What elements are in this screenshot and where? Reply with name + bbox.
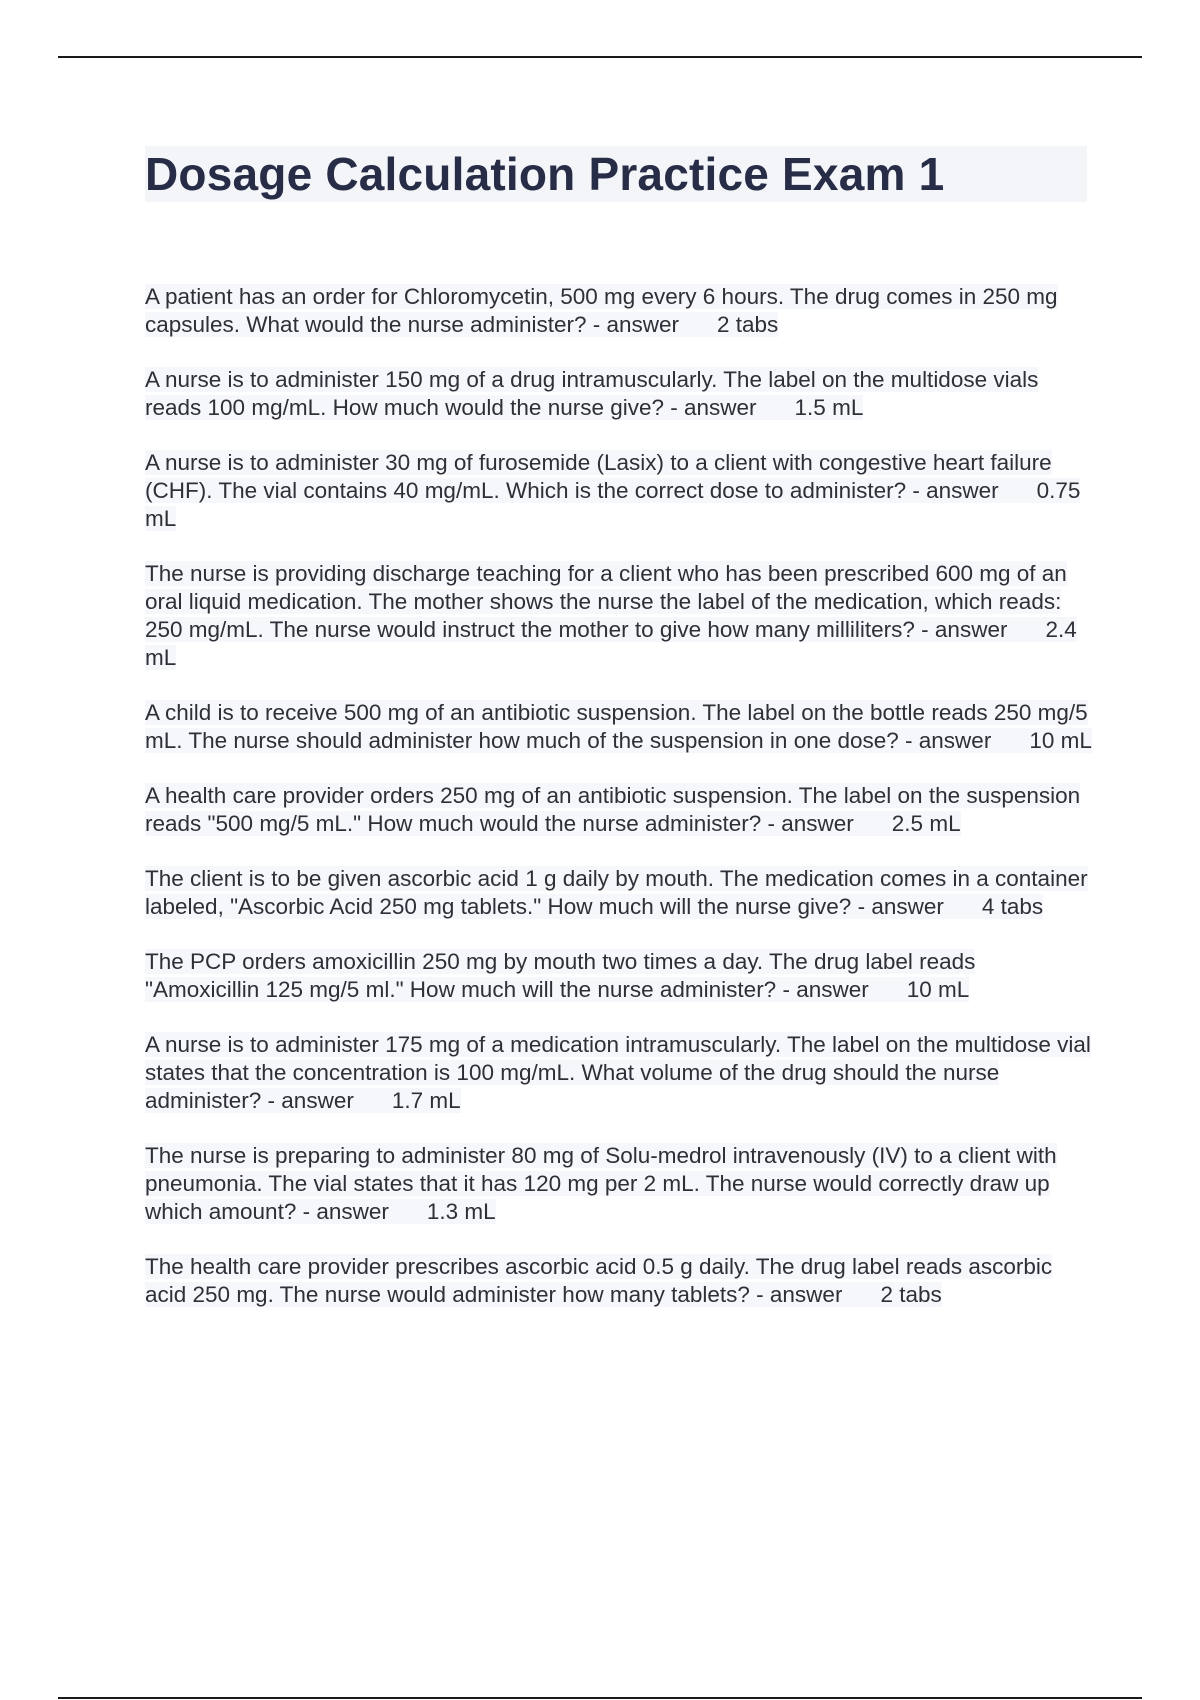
question-item-5 (145, 699, 1095, 755)
answer-text: 1.3 mL (389, 1199, 496, 1224)
answer-text: 4 tabs (944, 894, 1043, 919)
question-item-3 (145, 449, 1095, 533)
question-item-6 (145, 782, 1095, 838)
question-item-2 (145, 366, 1095, 422)
answer-text: 10 mL (991, 728, 1092, 753)
question-item-7 (145, 865, 1095, 921)
answer-text: 0.75 mL (145, 478, 1081, 531)
question-item-8 (145, 948, 1095, 1004)
question-list (145, 283, 1095, 1336)
question-text: The nurse is providing discharge teaching for a client who has been prescribed 600 mg of an oral liquid medication. The mother shows the nurse the label of the medication, which reads: 250 mg/mL. The nurse would instruct the mother to give how many milliliters? - answer (145, 561, 1067, 642)
question-text: The PCP orders amoxicillin 250 mg by mouth two times a day. The drug label reads "Amoxicillin 125 mg/5 ml." How much will the nurse administer? - answer (145, 949, 976, 1002)
answer-text: 10 mL (869, 977, 970, 1002)
answer-text: 2.5 mL (854, 811, 961, 836)
question-item-9 (145, 1031, 1095, 1115)
page-top-rule (58, 56, 1142, 58)
question-text: A nurse is to administer 175 mg of a medication intramuscularly. The label on the multidose vial states that the concentration is 100 mg/mL. What volume of the drug should the nurse administer? - answer (145, 1032, 1091, 1113)
question-text: The nurse is preparing to administer 80 mg of Solu-medrol intravenously (IV) to a client with pneumonia. The vial states that it has 120 mg per 2 mL. The nurse would correctly draw up which amount? - answer (145, 1143, 1057, 1224)
question-text: The client is to be given ascorbic acid 1 g daily by mouth. The medication comes in a container labeled, "Ascorbic Acid 250 mg tablets." How much will the nurse give? - answer (145, 866, 1088, 919)
title-block (145, 146, 1087, 202)
question-item-1 (145, 283, 1095, 339)
question-text: A nurse is to administer 30 mg of furosemide (Lasix) to a client with congestive heart failure (CHF). The vial contains 40 mg/mL. Which is the correct dose to administer? - answer (145, 450, 1052, 503)
question-text: A child is to receive 500 mg of an antibiotic suspension. The label on the bottle reads 250 mg/5 mL. The nurse should administer how much of the suspension in one dose? - answer (145, 700, 1088, 753)
question-text: A patient has an order for Chloromycetin, 500 mg every 6 hours. The drug comes in 250 mg capsules. What would the nurse administer? - answer (145, 284, 1058, 337)
answer-text: 2.4 mL (145, 617, 1077, 670)
answer-text: 1.5 mL (757, 395, 864, 420)
question-text: A health care provider orders 250 mg of an antibiotic suspension. The label on the suspension reads "500 mg/5 mL." How much would the nurse administer? - answer (145, 783, 1081, 836)
answer-text: 2 tabs (679, 312, 778, 337)
page-title: Dosage Calculation Practice Exam 1 (145, 148, 945, 200)
question-item-10 (145, 1142, 1095, 1226)
answer-text: 1.7 mL (354, 1088, 461, 1113)
question-text: A nurse is to administer 150 mg of a drug intramuscularly. The label on the multidose vials reads 100 mg/mL. How much would the nurse give? - answer (145, 367, 1039, 420)
question-item-11 (145, 1253, 1095, 1309)
question-text: The health care provider prescribes ascorbic acid 0.5 g daily. The drug label reads ascorbic acid 250 mg. The nurse would administer how many tablets? - answer (145, 1254, 1053, 1307)
answer-text: 2 tabs (842, 1282, 941, 1307)
page-bottom-rule (58, 1697, 1142, 1699)
question-item-4 (145, 560, 1095, 672)
